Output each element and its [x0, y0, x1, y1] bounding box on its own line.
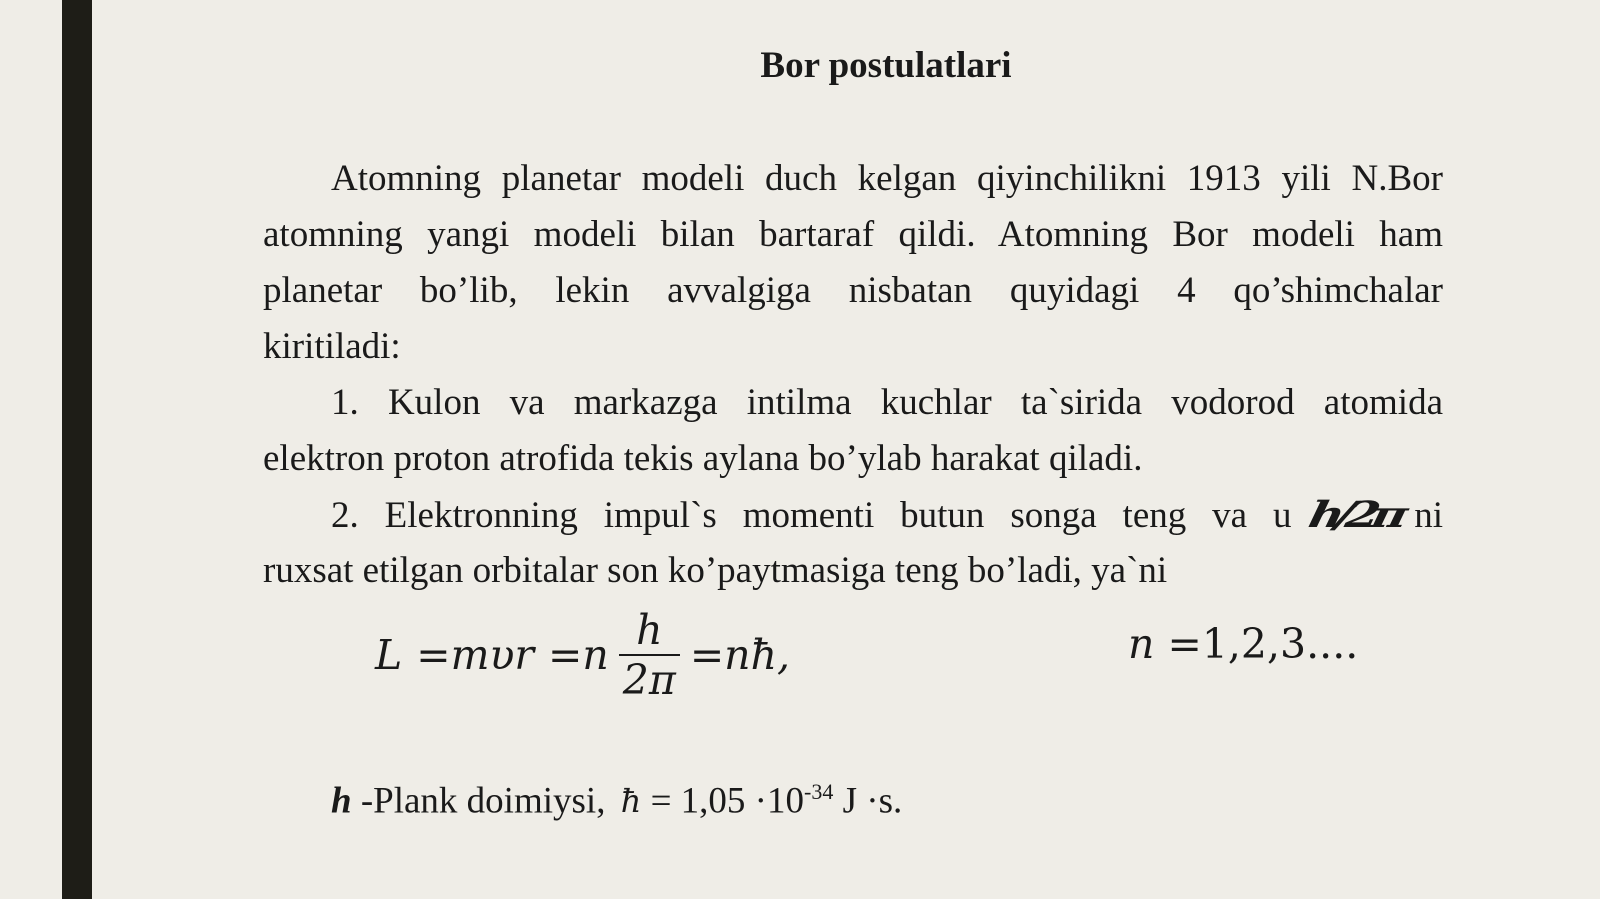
intro-line-2: atomning yangi modeli bilan bartaraf qildi. Atomning Bor modeli ham	[263, 214, 1443, 255]
formula-fraction	[619, 606, 680, 704]
formula-rhs: nħ,	[724, 631, 791, 679]
fraction-numerator: h	[636, 606, 663, 654]
formula-lhs: L	[375, 631, 403, 679]
intro-line-3: planetar bo’lib, lekin avvalgiga nisbatan quyidagi 4 qo’shimchalar	[263, 270, 1443, 311]
formula-mvr: mυr	[450, 631, 534, 679]
formula-eq-1: =	[416, 631, 451, 679]
planck-symbol: h	[331, 780, 352, 822]
h-over-2pi-glyph: h/2π	[1305, 494, 1405, 536]
planck-units: J ·s.	[842, 780, 903, 822]
formula-eq-3: =	[689, 631, 725, 679]
postulate-2-text: 2. Elektronning impul`s momenti butun songa teng va u	[331, 495, 1292, 536]
postulate-2-line-1	[263, 487, 1443, 544]
planck-value: = 1,05 ·10	[650, 780, 805, 822]
n-variable: n	[1128, 620, 1155, 668]
postulate-2-line-2: ruxsat etilgan orbitalar son ko’paytmasiga teng bo’ladi, ya`ni	[263, 550, 1168, 591]
postulate-1-line-2: elektron proton atrofida tekis aylana bo’ylab harakat qiladi.	[263, 438, 1143, 479]
planck-exponent: -34	[804, 779, 834, 804]
slide-title: Bor postulatlari	[760, 45, 1012, 86]
n-list: 1,2,3....	[1201, 620, 1359, 668]
fraction-denominator: 2π	[619, 654, 680, 704]
intro-text-1: Atomning planetar modeli duch kelgan qiyinchilikni 1913 yili N.Bor	[331, 158, 1443, 199]
n-equals: =	[1167, 620, 1202, 668]
accent-bar	[62, 0, 92, 899]
hbar-symbol: ħ	[620, 782, 642, 821]
n-values	[1128, 620, 1358, 668]
planck-constant-line	[331, 768, 902, 825]
planck-label: -Plank doimiysi,	[360, 780, 606, 822]
intro-line-4: kiritiladi:	[263, 326, 401, 367]
postulate-1-line-1	[263, 375, 1443, 431]
formula-n: n	[582, 631, 609, 679]
postulate-2-suffix: ni	[1414, 495, 1443, 536]
formula-eq-2: =	[548, 631, 583, 679]
postulate-1-text: 1. Kulon va markazga intilma kuchlar ta`sirida vodorod atomida	[331, 382, 1443, 423]
intro-line-1	[263, 151, 1443, 207]
angular-momentum-formula	[375, 600, 790, 710]
